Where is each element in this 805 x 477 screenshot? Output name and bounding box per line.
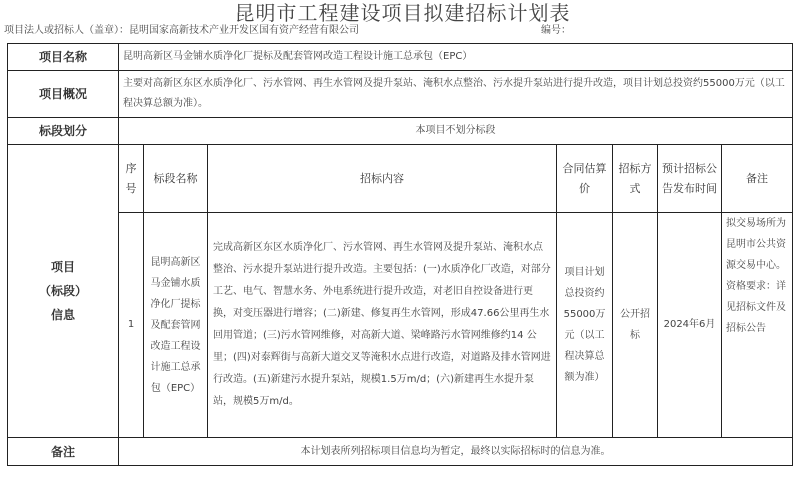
row-overview [8, 71, 793, 118]
item-publish-time: 2024年6月 [658, 213, 722, 438]
row-notes [8, 438, 793, 466]
overview-value: 主要对高新区东区水质净化厂、污水管网、再生水管网及提升泵站、淹积水点整治、污水提升泵站进行提升改造，项目计划总投资约55000万元（以工程决算总额为准）。 [119, 71, 793, 118]
row-section-division [8, 118, 793, 145]
header-seq: 序号 [119, 145, 144, 213]
tender-plan-table [7, 43, 793, 466]
item-remarks: 拟交易场所为昆明市公共资源交易中心。资格要求：详见招标文件及招标公告 [722, 213, 793, 438]
owner-line [4, 24, 359, 37]
section-division-label: 标段划分 [8, 118, 119, 145]
project-name-label: 项目名称 [8, 44, 119, 71]
row-section-headers [8, 145, 793, 213]
section-info-label [8, 145, 119, 438]
item-estimate: 项目计划总投资约55000万元（以工程决算总额为准） [557, 213, 613, 438]
header-estimate: 合同估算价 [557, 145, 613, 213]
section-info-label-line: 信息 [50, 308, 75, 322]
item-method: 公开招标 [613, 213, 658, 438]
owner-value: 昆明国家高新技术产业开发区国有资产经营有限公司 [129, 25, 359, 36]
header-method: 招标方式 [613, 145, 658, 213]
owner-label: 项目法人或招标人（盖章）： [4, 25, 129, 36]
page-title: 昆明市工程建设项目拟建招标计划表 [234, 1, 571, 25]
header-publish-time: 预计招标公告发布时间 [658, 145, 722, 213]
section-info-label-line: （标段） [38, 284, 87, 298]
overview-label: 项目概况 [8, 71, 119, 118]
item-section-name: 昆明高新区马金铺水质净化厂提标及配套管网改造工程设计施工总承包（EPC） [144, 213, 208, 438]
section-division-value: 本项目不划分标段 [119, 118, 793, 145]
header-remarks: 备注 [722, 145, 793, 213]
project-name-value: 昆明高新区马金铺水质净化厂提标及配套管网改造工程设计施工总承包（EPC） [119, 44, 793, 71]
item-seq: 1 [119, 213, 144, 438]
row-project-name [8, 44, 793, 71]
table-row [8, 213, 793, 438]
notes-value: 本计划表所列招标项目信息均为暂定，最终以实际招标时的信息为准。 [119, 438, 793, 466]
header-content: 招标内容 [208, 145, 557, 213]
item-content: 完成高新区东区水质净化厂、污水管网、再生水管网及提升泵站、淹积水点整治、污水提升泵站进行提升改造。主要包括：(一)水质净化厂改造，对部分工艺、电气、智慧水务、外电系统进行提升改造，对老旧自控设备进行更换，对变压器进行增容；(二)新建、修复再生水管网，形成47.66公里再生水回用管道；(三)污水管网维修，对高新大道、梁峰路污水管网维修约14 公里；(四)对泰辉街与高新大道交叉等淹积水点进行改造，对道路及排水管网进行改造。(五)新建污水提升泵站，规模1.5万m/d；(六)新建再生水提升泵站，规模5万m/d。 [208, 213, 557, 438]
section-info-label-line: 项目 [50, 260, 75, 274]
notes-label: 备注 [8, 438, 119, 466]
header-section-name: 标段名称 [144, 145, 208, 213]
number-label: 编号： [541, 25, 571, 36]
